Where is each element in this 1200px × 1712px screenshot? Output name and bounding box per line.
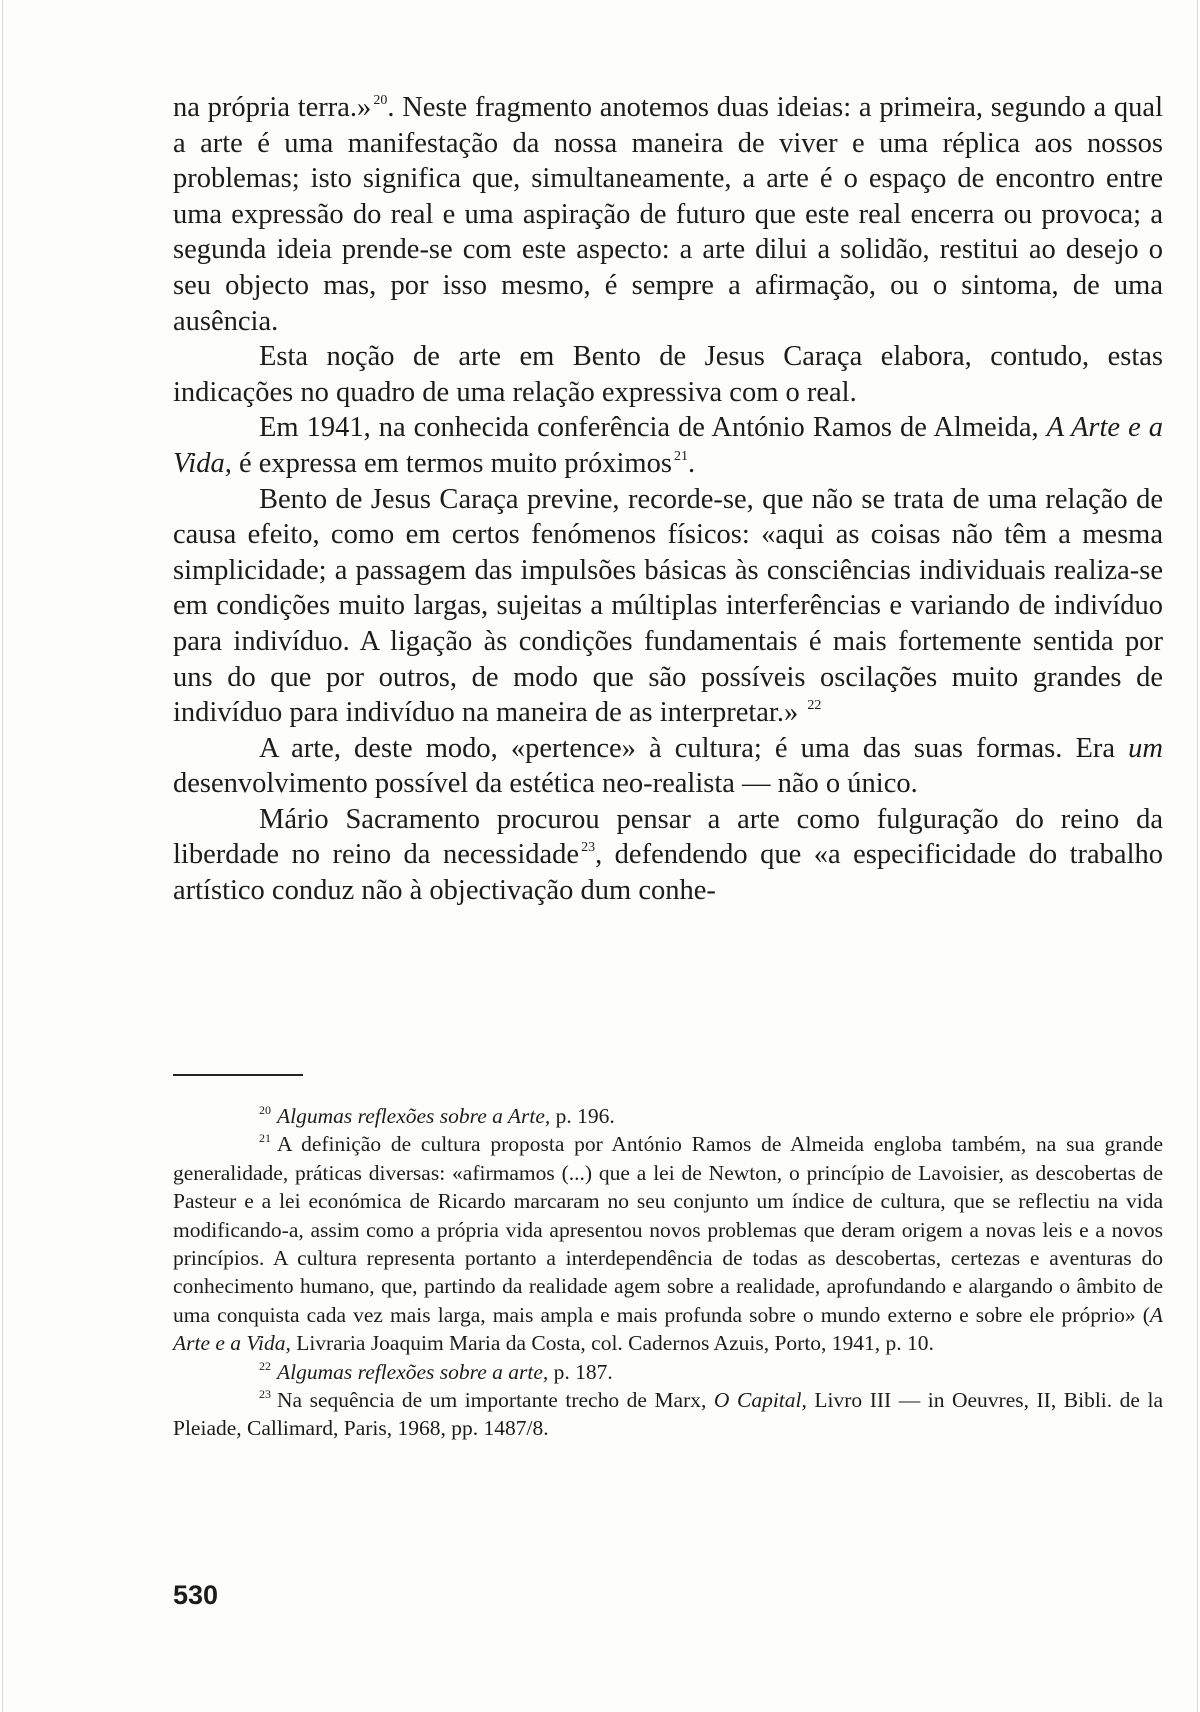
footnote-23	[173, 1386, 1163, 1443]
body-text	[173, 90, 1163, 909]
footnote-ref-21[interactable]: 21	[673, 448, 688, 464]
footnote-23-text-cont: Livro III — in Oeuvres, II, Bibli. de la Pleiade, Callimard, Paris, 1968, pp. 1487/8.	[173, 1388, 1163, 1441]
paragraph-1-text-cont: . Neste fragmento anotemos duas ideias: a primeira, segundo a qual a arte é uma manifestação da nossa maneira de viver e uma réplica aos nossos problemas; isto significa que, simultaneamente, a arte é o espaço de encontro entre uma expressão do real e uma aspiração de futuro que este real encerra ou provoca; a segunda ideia prende-se com este aspecto: a arte dilui a solidão, restitui ao desejo o seu objecto mas, por isso mesmo, é sempre a afirmação, ou o sintoma, de uma ausência.	[173, 92, 1163, 337]
paragraph-3-period: .	[687, 447, 696, 479]
footnote-20-text: p. 196.	[555, 1104, 615, 1128]
paragraph-3-title: A Arte e a Vida,	[173, 412, 1163, 479]
footnote-20-number: 20	[259, 1103, 271, 1117]
paragraph-5-emphasis: um	[1128, 732, 1163, 764]
paragraph-3-text: Em 1941, na conhecida conferência de António Ramos de Almeida,	[259, 412, 1039, 444]
footnote-21	[173, 1130, 1163, 1357]
footnote-21-number: 21	[259, 1131, 271, 1146]
paragraph-4	[173, 482, 1163, 731]
footnote-20-title: Algumas reflexões sobre a Arte,	[277, 1104, 551, 1128]
footnote-21-text: A definição de cultura proposta por António Ramos de Almeida engloba também, na sua grande generalidade, práticas diversas: «afirmamos (...) que a lei de Newton, o princípio de Lavoisier, as descobertas de Pasteur e a lei económica de Ricardo marcaram no seu conjunto um índice de cultura, que se reflectiu na vida modificando-a, assim como a própria vida apresentou novos problemas que deram origem a novas leis e a novos princípios. A cultura representa portanto a interdependência de todas as descobertas, certezas e aventuras do conhecimento humano, que, partindo da realidade agem sobre a realidade, aprofundando e alargando o âmbito de uma conquista cada vez mais larga, mais ampla e mais profunda sobre o mundo externo e sobre ele próprio» (	[173, 1132, 1163, 1327]
footnote-23-number: 23	[259, 1387, 271, 1402]
footnote-22-number: 22	[259, 1358, 271, 1373]
paragraph-1	[173, 90, 1163, 339]
paragraph-5	[173, 731, 1163, 802]
paragraph-6-text-cont: , defendendo que «a especificidade do trabalho artístico conduz não à objectivação dum conhe-	[173, 839, 1163, 907]
paragraph-3-text-cont: é expressa em termos muito próximos	[238, 447, 672, 479]
paragraph-3	[173, 410, 1163, 481]
paragraph-2: Esta noção de arte em Bento de Jesus Caraça elabora, contudo, estas indicações no quadro de uma relação expressiva com o real.	[173, 341, 1163, 408]
paragraph-6-text: Mário Sacramento procurou pensar a arte como fulguração do reino da liberdade no reino da necessidade	[173, 803, 1163, 871]
right-page-edge	[1197, 0, 1198, 1712]
left-page-edge	[2, 0, 3, 1712]
footnote-21-text-cont: Livraria Joaquim Maria da Costa, col. Cadernos Azuis, Porto, 1941, p. 10.	[296, 1331, 934, 1356]
footnote-ref-23[interactable]: 23	[581, 840, 596, 856]
footnote-divider	[173, 1074, 303, 1076]
footnote-23-title: O Capital,	[713, 1388, 807, 1413]
footnote-ref-22[interactable]: 22	[807, 698, 822, 714]
footnote-20	[173, 1102, 1163, 1130]
footnote-22	[173, 1358, 1163, 1386]
page-number: 530	[173, 1580, 219, 1610]
paragraph-5-text: A arte, deste modo, «pertence» à cultura; é uma das suas formas. Era	[259, 732, 1116, 764]
footnote-23-text: Na sequência de um importante trecho de Marx,	[277, 1388, 707, 1413]
footnote-ref-20[interactable]: 20	[373, 93, 388, 108]
footnote-22-text: p. 187.	[553, 1359, 613, 1384]
paragraph-5-text-cont: desenvolvimento possível da estética neo-realista — não o único.	[173, 768, 918, 800]
paragraph-1-text: na própria terra.»	[173, 92, 372, 123]
paragraph-4-text: Bento de Jesus Caraça previne, recorde-se, que não se trata de uma relação de causa efeito, como em certos fenómenos físicos: «aqui as coisas não têm a mesma simplicidade; a passagem das impulsões básicas às consciências individuais realiza-se em condições muito largas, sujeitas a múltiplas interferências e variando de indivíduo para indivíduo. A ligação às condições fundamentais é mais fortemente sentida por uns do que por outros, de modo que são possíveis oscilações muito grandes de indivíduo para indivíduo na maneira de as interpretar.»	[173, 483, 1163, 729]
footnote-21-title: A Arte e a Vida,	[173, 1302, 1163, 1356]
footnotes	[173, 1102, 1163, 1443]
paragraph-6	[173, 802, 1163, 909]
footnote-22-title: Algumas reflexões sobre a arte,	[277, 1359, 549, 1384]
